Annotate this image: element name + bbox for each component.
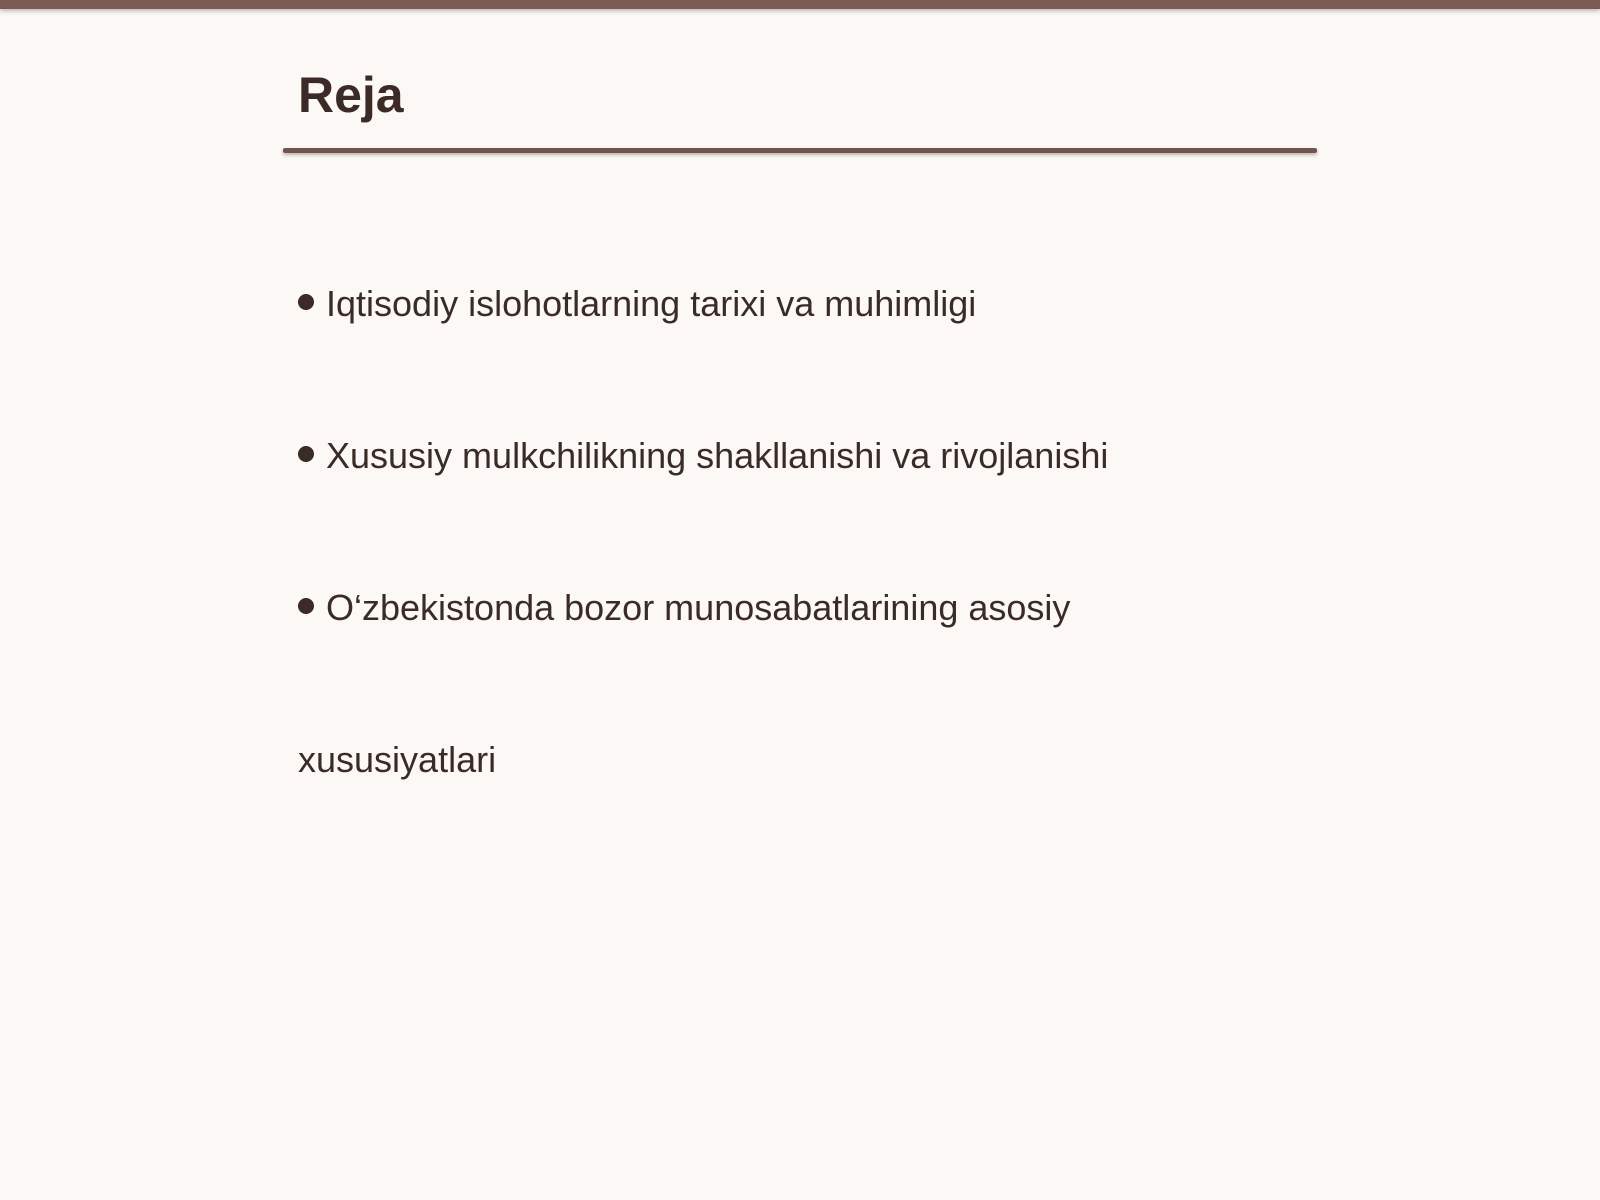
continuation-text <box>298 738 496 781</box>
bullet-icon <box>298 294 314 310</box>
bullet-item <box>298 434 1108 477</box>
bullet-icon <box>298 598 314 614</box>
bullet-text: O‘zbekistonda bozor munosabatlarining asosiy <box>326 587 1071 628</box>
bullet-text: xususiyatlari <box>298 739 497 780</box>
bullet-text: Xususiy mulkchilikning shakllanishi va rivojlanishi <box>326 435 1109 476</box>
bullet-icon <box>298 446 314 462</box>
bullet-item <box>298 586 1070 629</box>
title-underline <box>283 148 1317 153</box>
top-accent-bar <box>0 0 1600 9</box>
bullet-text: Iqtisodiy islohotlarning tarixi va muhimligi <box>326 283 977 324</box>
slide-title: Reja <box>298 67 404 123</box>
bullet-item <box>298 282 976 325</box>
